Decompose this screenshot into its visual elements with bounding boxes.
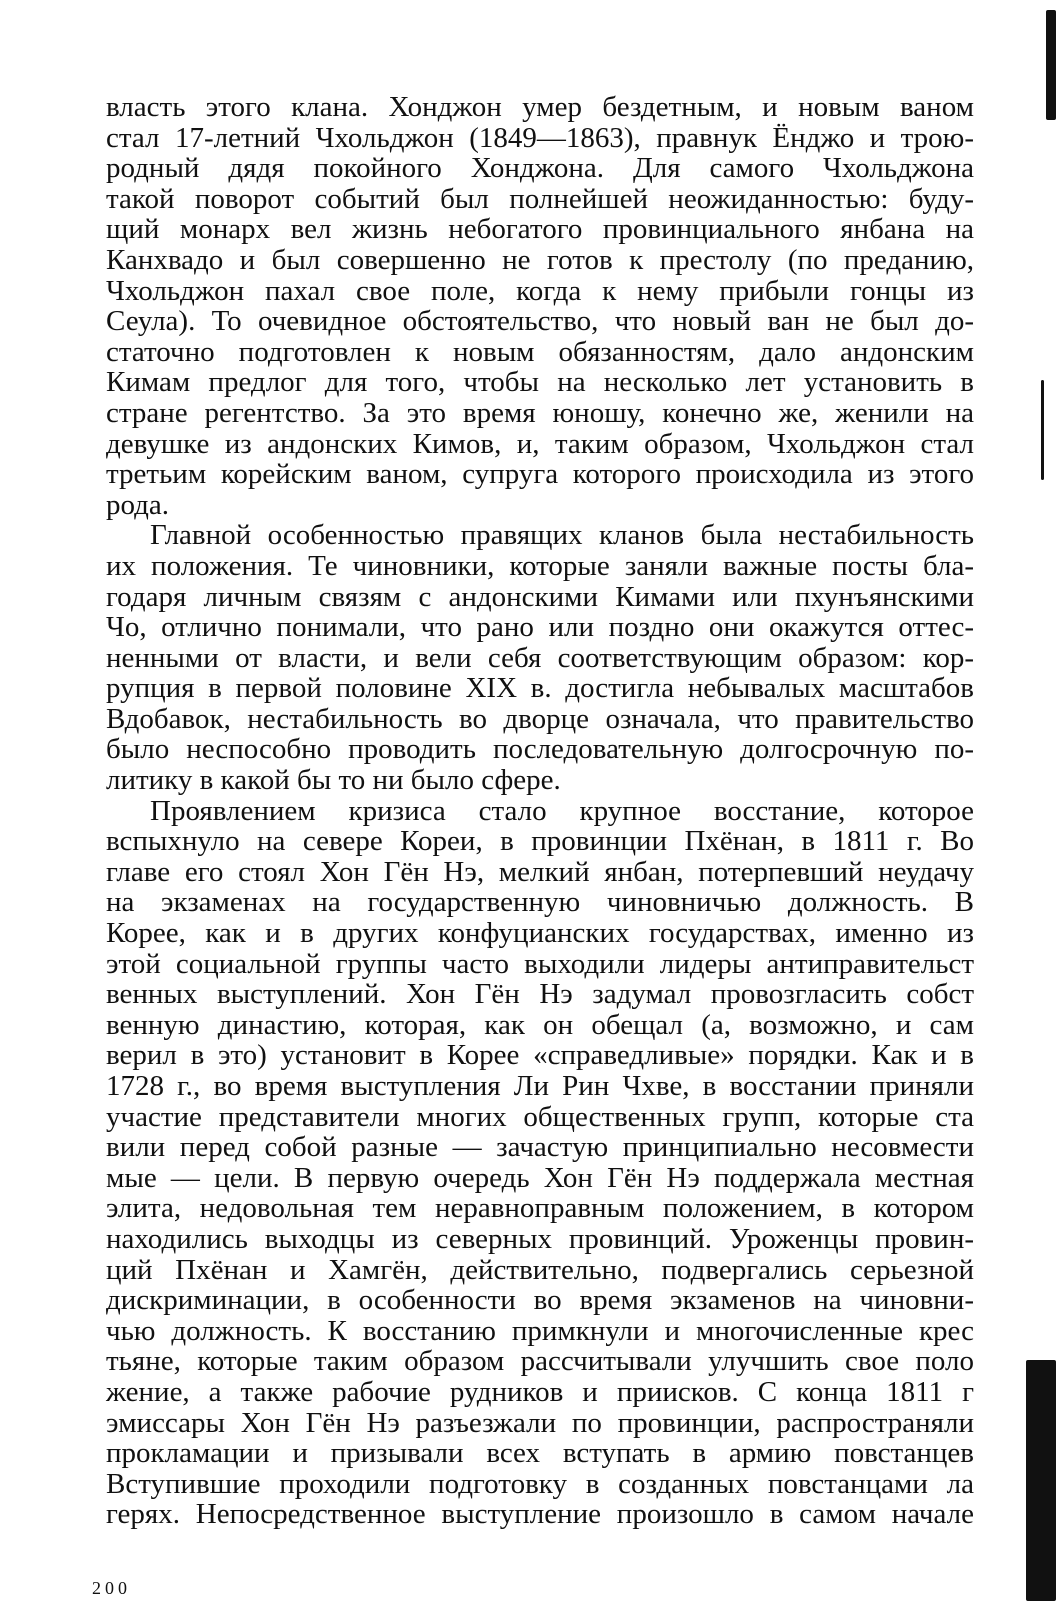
text-line: чью должность. К восстанию примкнули и многочисленные крес	[106, 1314, 974, 1347]
text-line: Вдобавок, нестабильность во дворце означала, что правительство	[106, 702, 974, 735]
page-number: 200	[92, 1578, 131, 1598]
text-line: жение, а также рабочие рудников и приисков. С конца 1811 г	[106, 1375, 974, 1408]
text-line: рода.	[106, 488, 170, 521]
text-line: стал 17-летний Чхольджон (1849—1863), правнук Ёнджо и трою-	[106, 121, 974, 154]
text-line: третьим корейским ваном, супруга которого происходила из этого	[106, 458, 974, 491]
text-line: венных выступлений. Хон Гён Нэ задумал провозгласить собст	[106, 978, 974, 1011]
text-line: Кимам предлог для того, чтобы на несколько лет установить в	[106, 366, 974, 399]
text-line: участие представители многих общественных групп, которые ста	[106, 1100, 974, 1133]
scan-edge-shadow	[1046, 10, 1056, 120]
text-line: стране регентство. За это время юношу, конечно же, женили на	[106, 396, 974, 429]
text-line: на экзаменах на государственную чиновничью должность. В	[106, 886, 974, 919]
text-line: дискриминации, в особенности во время экзаменов на чиновни-	[106, 1284, 974, 1317]
text-line: было неспособно проводить последовательную долгосрочную по-	[106, 733, 974, 766]
text-line: такой поворот событий был полнейшей неожиданностью: буду-	[106, 182, 974, 215]
body-text	[106, 92, 974, 1530]
text-line: венную династию, которая, как он обещал (а, возможно, и сам	[106, 1008, 974, 1041]
text-line: родный дядя покойного Хонджона. Для самого Чхольджона	[106, 152, 974, 185]
text-line: вили перед собой разные — зачастую принципиально несовмести	[106, 1131, 974, 1164]
paragraph-1	[106, 92, 974, 520]
text-line: эмиссары Хон Гён Нэ разъезжали по провинции, распространяли	[106, 1406, 974, 1439]
text-line: Корее, как и в других конфуцианских государствах, именно из	[106, 917, 974, 950]
text-line: Чхольджон пахал свое поле, когда к нему прибыли гонцы из	[106, 274, 974, 307]
text-line: щий монарх вел жизнь небогатого провинциального янбана на	[106, 213, 974, 246]
text-line: власть этого клана. Хонджон умер бездетным, и новым ваном	[106, 91, 974, 123]
text-line: мые — цели. В первую очередь Хон Гён Нэ поддержала местная	[106, 1161, 974, 1194]
text-line: герях. Непосредственное выступление произошло в самом начале	[106, 1498, 974, 1531]
scan-edge-shadow	[1026, 1360, 1056, 1601]
text-line: Главной особенностью правящих кланов была нестабильность	[150, 519, 974, 552]
text-line: вспыхнуло на севере Кореи, в провинции Пхёнан, в 1811 г. Во	[106, 825, 974, 858]
text-line: ненными от власти, и вели себя соответствующим образом: кор-	[106, 641, 974, 674]
text-line: 1728 г., во время выступления Ли Рин Чхве, в восстании приняли	[106, 1070, 974, 1102]
text-line: статочно подготовлен к новым обязанностям, дало андонским	[106, 335, 974, 368]
text-line: Канхвадо и был совершенно не готов к престолу (по преданию,	[106, 243, 974, 276]
paragraph-2	[106, 520, 974, 795]
text-line: Проявлением кризиса стало крупное восстание, которое	[150, 794, 974, 827]
text-line: элита, недовольная тем неравноправным положением, в котором	[106, 1192, 974, 1225]
text-line: их положения. Те чиновники, которые заняли важные посты бла-	[106, 549, 974, 582]
text-line: прокламации и призывали всех вступать в армию повстанцев	[106, 1437, 974, 1470]
text-line: Сеула). То очевидное обстоятельство, что новый ван не был до-	[106, 305, 974, 338]
text-line: Вступившие проходили подготовку в созданных повстанцами ла	[106, 1467, 974, 1500]
text-line: девушке из андонских Кимов, и, таким образом, Чхольджон стал	[106, 427, 974, 460]
text-line: верил в это) установит в Корее «справедливые» порядки. Как и в	[106, 1039, 974, 1072]
text-line: рупция в первой половине XIX в. достигла небывалых масштабов	[106, 672, 974, 705]
scan-edge-shadow	[1041, 380, 1044, 480]
text-line: находились выходцы из северных провинций. Уроженцы провин-	[106, 1222, 974, 1255]
text-line: литику в какой бы то ни было сфере.	[106, 764, 561, 797]
text-line: годаря личным связям с андонскими Кимами или пхунъянскими	[106, 580, 974, 613]
text-line: главе его стоял Хон Гён Нэ, мелкий янбан, потерпевший неудачу	[106, 855, 974, 888]
text-line: Чо, отлично понимали, что рано или поздно они окажутся оттес-	[106, 611, 974, 644]
text-line: этой социальной группы часто выходили лидеры антиправительст	[106, 947, 974, 980]
paragraph-3	[106, 796, 974, 1530]
text-line: тьяне, которые таким образом рассчитывали улучшить свое поло	[106, 1345, 974, 1378]
text-line: ций Пхёнан и Хамгён, действительно, подвергались серьезной	[106, 1253, 974, 1286]
